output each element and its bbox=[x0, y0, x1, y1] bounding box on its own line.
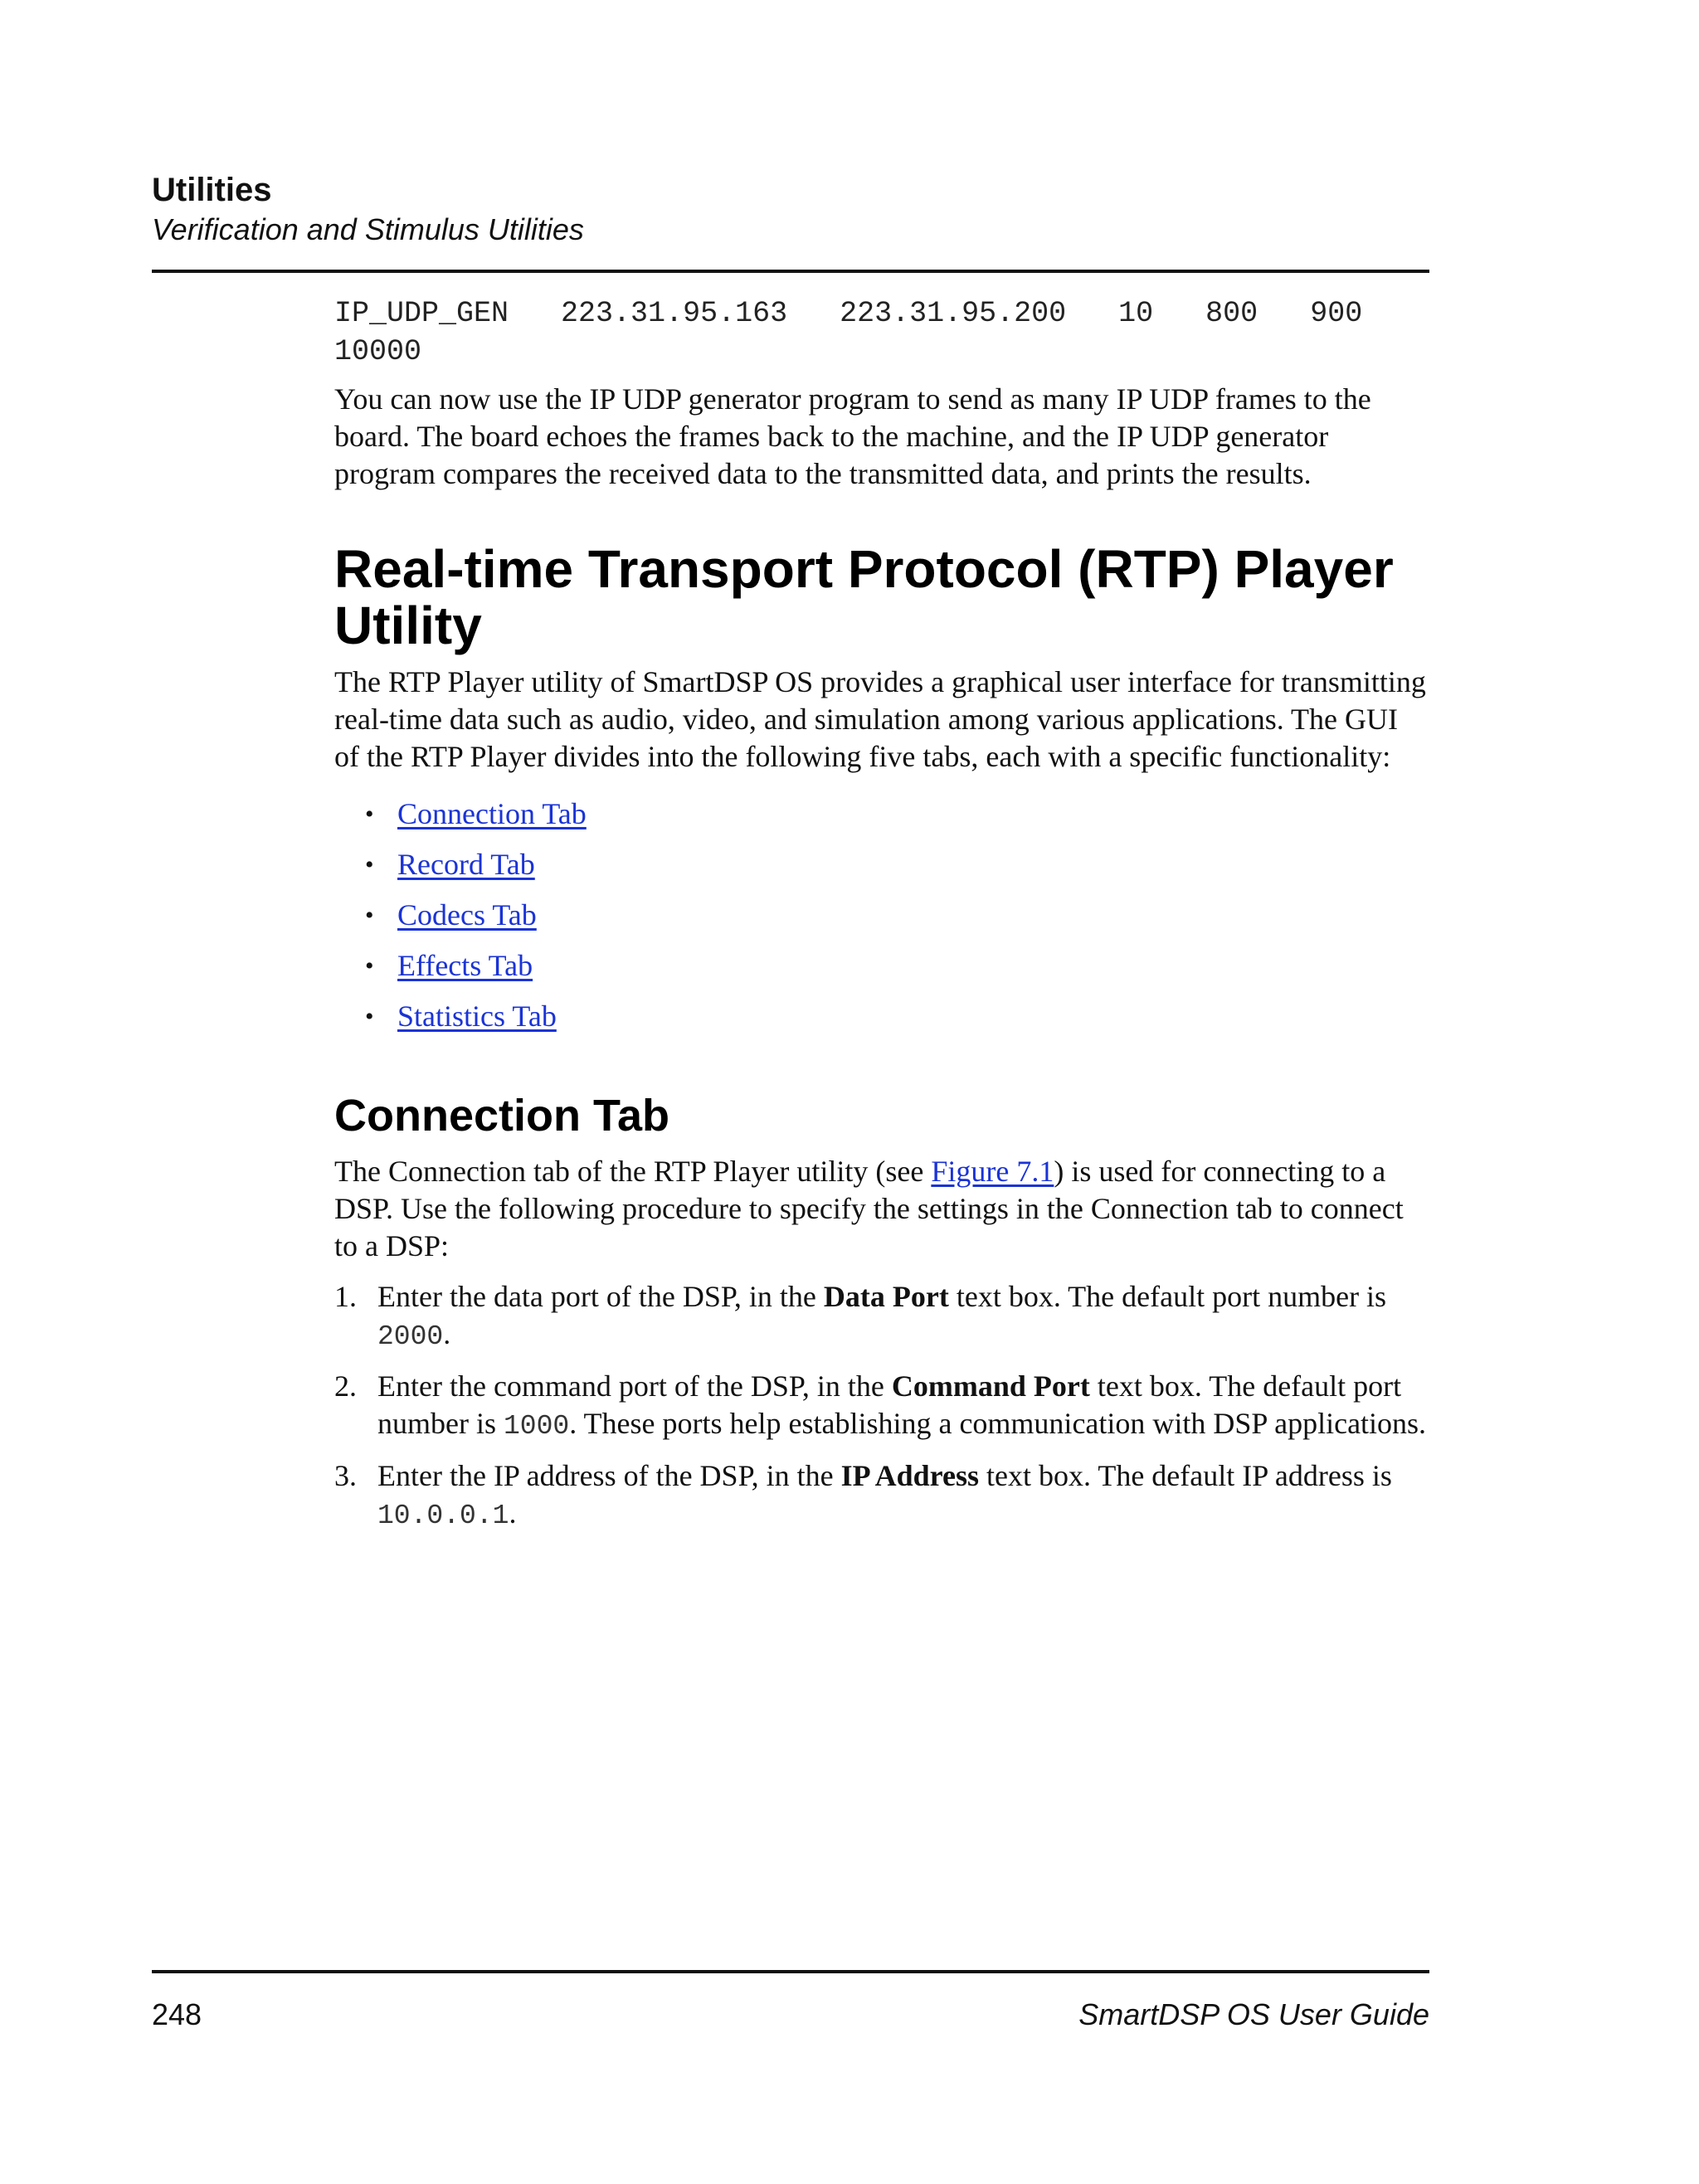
list-item bbox=[334, 890, 1429, 941]
ui-term: Command Port bbox=[891, 1369, 1090, 1403]
default-value: 10.0.0.1 bbox=[377, 1501, 509, 1531]
ui-term: IP Address bbox=[840, 1459, 979, 1492]
step-text: . bbox=[443, 1317, 451, 1350]
bullet-icon: • bbox=[365, 851, 374, 878]
step-text: Enter the IP address of the DSP, in the bbox=[377, 1459, 841, 1492]
step-text: text box. The default port number is bbox=[377, 1369, 1402, 1440]
intro-paragraph: You can now use the IP UDP generator program to send as many IP UDP frames to the board. The board echoes the frames back to the machine, and the IP UDP generator program compares the received data to the transmitted data, and prints the results. bbox=[334, 382, 1371, 490]
page-number: 248 bbox=[152, 1997, 202, 2031]
paragraph-text: The Connection tab of the RTP Player utility (see bbox=[334, 1155, 932, 1188]
codecs-tab-link[interactable]: Codecs Tab bbox=[397, 898, 537, 931]
connection-tab-link[interactable]: Connection Tab bbox=[397, 797, 587, 830]
heading-line: Real-time Transport Protocol (RTP) Player bbox=[334, 539, 1394, 599]
step-text: text box. The default IP address is bbox=[979, 1459, 1392, 1492]
document-title: SmartDSP OS User Guide bbox=[1078, 1997, 1429, 2031]
footer-rule bbox=[152, 1970, 1429, 1973]
statistics-tab-link[interactable]: Statistics Tab bbox=[397, 1000, 557, 1033]
heading-line: Utility bbox=[334, 596, 482, 655]
step-number: 1. bbox=[334, 1280, 357, 1313]
procedure-steps bbox=[334, 1278, 1429, 1535]
step-text: Enter the command port of the DSP, in the bbox=[377, 1369, 892, 1403]
step-text: text box. The default port number is bbox=[948, 1280, 1387, 1313]
procedure-step bbox=[334, 1278, 1429, 1355]
tab-link-list bbox=[334, 789, 1429, 1042]
code-line: 10000 bbox=[334, 335, 422, 368]
page-content bbox=[334, 294, 1429, 1547]
code-block bbox=[334, 294, 1429, 371]
connection-paragraph bbox=[334, 1153, 1429, 1265]
record-tab-link[interactable]: Record Tab bbox=[397, 848, 535, 881]
list-item bbox=[334, 941, 1429, 991]
step-text: Enter the data port of the DSP, in the bbox=[377, 1280, 824, 1313]
code-line: IP_UDP_GEN 223.31.95.163 223.31.95.200 10 800 900 bbox=[334, 297, 1363, 330]
procedure-step bbox=[334, 1457, 1429, 1535]
rtp-paragraph: The RTP Player utility of SmartDSP OS provides a graphical user interface for transmitting real-time data such as audio, video, and simulation among various applications. The GUI of the RTP Player divides into the following five tabs, each with a specific functionality: bbox=[334, 665, 1426, 773]
step-number: 2. bbox=[334, 1369, 357, 1403]
default-value: 2000 bbox=[377, 1321, 444, 1352]
rtp-section-heading bbox=[334, 541, 1429, 654]
step-number: 3. bbox=[334, 1459, 357, 1492]
effects-tab-link[interactable]: Effects Tab bbox=[397, 949, 533, 982]
connection-tab-heading: Connection Tab bbox=[334, 1091, 669, 1141]
paragraph-text: ) is used for connecting to a DSP. Use the following procedure to specify the settings in the Connection tab to connect to a DSP: bbox=[334, 1155, 1404, 1262]
list-item bbox=[334, 991, 1429, 1042]
bullet-icon: • bbox=[365, 1003, 374, 1030]
list-item bbox=[334, 789, 1429, 839]
header-subsection-title: Verification and Stimulus Utilities bbox=[152, 212, 584, 246]
list-item bbox=[334, 839, 1429, 890]
default-value: 1000 bbox=[503, 1411, 570, 1442]
header-rule bbox=[152, 270, 1429, 273]
procedure-step bbox=[334, 1368, 1429, 1445]
step-text: . These ports help establishing a communication with DSP applications. bbox=[569, 1407, 1427, 1440]
bullet-icon: • bbox=[365, 952, 374, 980]
step-text: . bbox=[509, 1496, 517, 1530]
bullet-icon: • bbox=[365, 902, 374, 929]
figure-link[interactable]: Figure 7.1 bbox=[931, 1155, 1054, 1188]
bullet-icon: • bbox=[365, 800, 374, 828]
ui-term: Data Port bbox=[823, 1280, 949, 1313]
header-section-title: Utilities bbox=[152, 172, 272, 208]
running-header bbox=[152, 170, 1429, 250]
